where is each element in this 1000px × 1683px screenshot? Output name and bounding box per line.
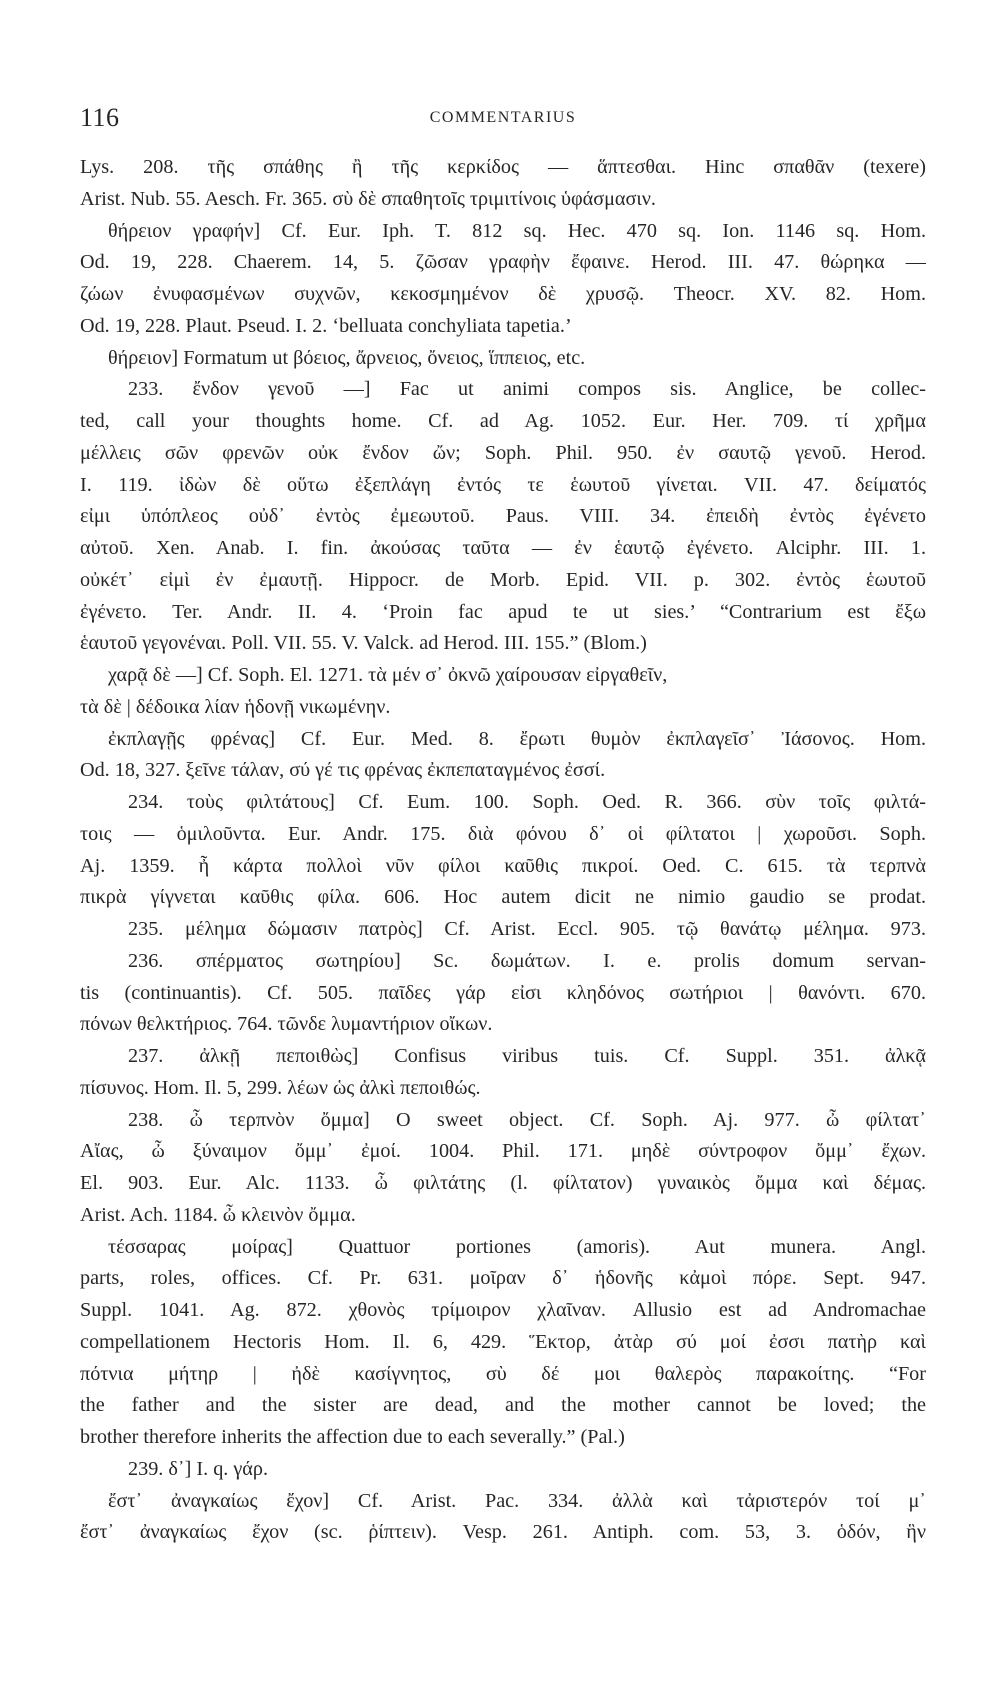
page-header <box>80 103 926 139</box>
text-line: 237. ἀλκῇ πεποιθὼς] Confisus viribus tuis. Cf. Suppl. 351. ἀλκᾷ <box>128 1045 926 1067</box>
text-line: εἰμι ὑπόπλεος οὐδ᾽ ἐντὸς ἐμεωυτοῦ. Paus. VIII. 34. ἐπειδὴ ἐντὸς ἐγένετο <box>80 505 926 528</box>
text-line: El. 903. Eur. Alc. 1133. ὦ φιλτάτης (l. φίλτατον) γυναικὸς ὄμμα καὶ δέμας. <box>80 1172 926 1194</box>
text-line: πόνων θελκτήριος. 764. τῶνδε λυμαντήριον οἴκων. <box>80 1013 493 1036</box>
running-head: COMMENTARIUS <box>429 109 577 126</box>
text-line: τὰ δὲ | δέδοικα λίαν ἡδονῇ νικωμένην. <box>80 695 391 718</box>
text-line: Αἴας, ὦ ξύναιμον ὄμμ᾽ ἐμοί. 1004. Phil. 171. μηδὲ σύντροφον ὄμμ᾽ ἔχων. <box>80 1140 926 1163</box>
text-line: tis (continuantis). Cf. 505. παῖδες γάρ εἰσι κληδόνος σωτήριοι | θανόντι. 670. <box>80 981 926 1004</box>
text-line: ἔστ᾽ ἀναγκαίως ἔχον (sc. ῥίπτειν). Vesp. 261. Antiph. com. 53, 3. ὁδόν, ἣν <box>80 1521 926 1544</box>
page-number: 116 <box>80 103 120 132</box>
text-line: brother therefore inherits the affection due to each severally.” (Pal.) <box>80 1426 625 1448</box>
text-line: Suppl. 1041. Ag. 872. χθονὸς τρίμοιρον χλαῖναν. Allusio est ad Andromachae <box>80 1299 926 1321</box>
text-line: πικρὰ γίγνεται καῦθις φίλα. 606. Hoc autem dicit ne nimio gaudio se prodat. <box>80 886 926 909</box>
text-line: 238. ὦ τερπνὸν ὄμμα] O sweet object. Cf. Soph. Aj. 977. ὦ φίλτατ᾽ <box>128 1108 926 1131</box>
text-line: Arist. Nub. 55. Aesch. Fr. 365. σὺ δὲ σπαθητοῖς τριμιτίνοις ὑφάσμασιν. <box>80 187 656 210</box>
text-line: χαρᾷ δὲ —] Cf. Soph. El. 1271. τὰ μέν σ᾽ ὀκνῶ χαίρουσαν εἰργαθεῖν, <box>108 664 668 686</box>
text-line: πίσυνος. Hom. Il. 5, 299. λέων ὡς ἀλκὶ πεποιθώς. <box>80 1076 481 1099</box>
text-line: ἐγένετο. Ter. Andr. II. 4. ‘Proin fac apud te ut sies.’ “Contrarium est ἔξω <box>80 600 926 623</box>
text-line: τοις — ὁμιλοῦντα. Eur. Andr. 175. διὰ φόνου δ᾽ οἱ φίλτατοι | χωροῦσι. Soph. <box>80 822 926 845</box>
text-line: μέλλεις σῶν φρενῶν οὐκ ἔνδον ὤν; Soph. Phil. 950. ἐν σαυτῷ γενοῦ. Herod. <box>80 441 926 464</box>
commentary-text <box>80 152 926 1549</box>
text-line: 234. τοὺς φιλτάτους] Cf. Eum. 100. Soph. Oed. R. 366. σὺν τοῖς φιλτά- <box>128 791 926 813</box>
text-line: Aj. 1359. ἦ κάρτα πολλοὶ νῦν φίλοι καῦθις πικροί. Oed. C. 615. τὰ τερπνὰ <box>80 854 926 877</box>
text-line: ἐκπλαγῇς φρένας] Cf. Eur. Med. 8. ἔρωτι θυμὸν ἐκπλαγεῖσ᾽ Ἰάσονος. Hom. <box>108 727 926 750</box>
text-line: Od. 18, 327. ξεῖνε τάλαν, σύ γέ τις φρένας ἐκπεπαταγμένος ἐσσί. <box>80 759 606 782</box>
text-line: ζώων ἐνυφασμένων συχνῶν, κεκοσμημένον δὲ χρυσῷ. Theocr. XV. 82. Hom. <box>80 283 926 305</box>
text-line: Od. 19, 228. Plaut. Pseud. I. 2. ‘belluata conchyliata tapetia.’ <box>80 314 572 337</box>
text-line: ted, call your thoughts home. Cf. ad Ag. 1052. Eur. Her. 709. τί χρῆμα <box>80 410 926 432</box>
text-line: Od. 19, 228. Chaerem. 14, 5. ζῶσαν γραφὴν ἔφαινε. Herod. III. 47. θώρηκα — <box>80 251 926 274</box>
text-line: ἑαυτοῦ γεγονέναι. Poll. VII. 55. V. Valck. ad Herod. III. 155.” (Blom.) <box>80 632 647 655</box>
text-line: τέσσαρας μοίρας] Quattuor portiones (amoris). Aut munera. Angl. <box>108 1235 926 1258</box>
text-line: 233. ἔνδον γενοῦ —] Fac ut animi compos sis. Anglice, be collec- <box>128 378 926 401</box>
text-line: 235. μέλημα δώμασιν πατρὸς] Cf. Arist. Eccl. 905. τῷ θανάτῳ μέλημα. 973. <box>128 918 926 940</box>
text-line: θήρειον] Formatum ut βόειος, ἄρνειος, ὄνειος, ἵππειος, etc. <box>108 346 586 369</box>
text-line: ἔστ᾽ ἀναγκαίως ἔχον] Cf. Arist. Pac. 334. ἀλλὰ καὶ τἀριστερόν τοί μ᾽ <box>108 1489 926 1512</box>
text-line: θήρειον γραφήν] Cf. Eur. Iph. T. 812 sq. Hec. 470 sq. Ion. 1146 sq. Hom. <box>108 219 926 242</box>
text-line: οὐκέτ᾽ εἰμὶ ἐν ἐμαυτῇ. Hippocr. de Morb. Epid. VII. p. 302. ἐντὸς ἑωυτοῦ <box>80 568 926 591</box>
text-line: compellationem Hectoris Hom. Il. 6, 429. Ἕκτορ, ἀτὰρ σύ μοί ἐσσι πατὴρ καὶ <box>80 1330 926 1353</box>
text-line: Arist. Ach. 1184. ὦ κλεινὸν ὄμμα. <box>80 1203 356 1226</box>
text-line: the father and the sister are dead, and the mother cannot be loved; the <box>80 1394 926 1417</box>
text-line: parts, roles, offices. Cf. Pr. 631. μοῖραν δ᾽ ἡδονῆς κἀμοὶ πόρε. Sept. 947. <box>80 1267 926 1290</box>
text-line: αὐτοῦ. Xen. Anab. I. fin. ἀκούσας ταῦτα — ἐν ἑαυτῷ ἐγένετο. Alciphr. III. 1. <box>80 537 926 559</box>
text-line: I. 119. ἰδὼν δὲ οὕτω ἐξεπλάγη ἐντός τε ἑωυτοῦ γίνεται. VII. 47. δείματός <box>80 473 926 496</box>
text-line: πότνια μήτηρ | ἠδὲ κασίγνητος, σὺ δέ μοι θαλερὸς παρακοίτης. “For <box>80 1362 926 1385</box>
text-line: 239. δ᾽] I. q. γάρ. <box>128 1457 269 1480</box>
text-line: Lys. 208. τῆς σπάθης ἢ τῆς κερκίδος — ἅπτεσθαι. Hinc σπαθᾶν (texere) <box>80 156 926 178</box>
text-line: 236. σπέρματος σωτηρίου] Sc. δωμάτων. I. e. prolis domum servan- <box>128 949 926 972</box>
